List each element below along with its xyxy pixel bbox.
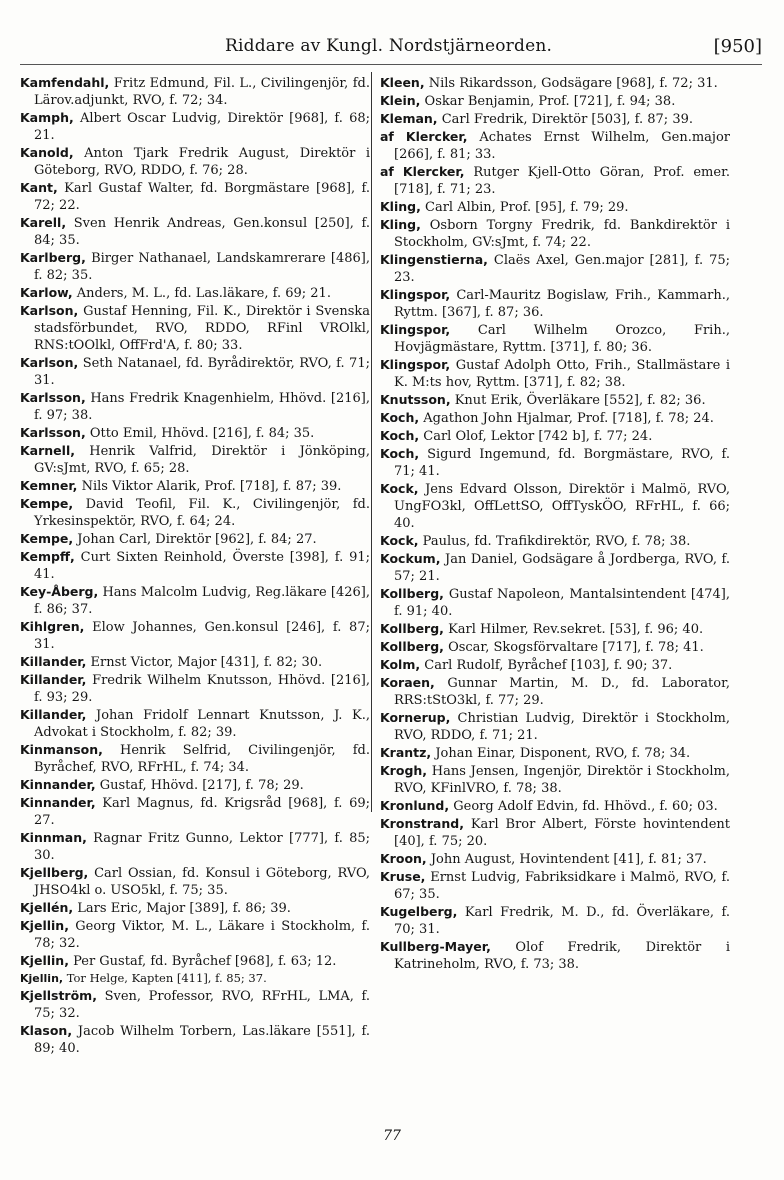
entry-details: Agathon John Hjalmar, Prof. [718], f. 78; 24. bbox=[423, 411, 714, 426]
left-column bbox=[20, 74, 370, 1057]
register-entry bbox=[380, 110, 730, 128]
register-entry bbox=[380, 903, 730, 938]
register-entry bbox=[20, 899, 370, 917]
register-entry bbox=[380, 585, 730, 620]
entry-details: Seth Natanael, fd. Byrådirektör, RVO, f. 71; 31. bbox=[34, 356, 370, 388]
column-divider bbox=[371, 72, 372, 812]
register-entry bbox=[20, 794, 370, 829]
register-entry bbox=[380, 638, 730, 656]
register-entry bbox=[380, 850, 730, 868]
register-entry bbox=[20, 829, 370, 864]
entry-details: Karl Gustaf Walter, fd. Borgmästare [968], f. 72; 22. bbox=[34, 181, 370, 213]
entry-details: Sven Henrik Andreas, Gen.konsul [250], f. 84; 35. bbox=[34, 216, 371, 248]
entry-surname: Koraen, bbox=[380, 675, 435, 690]
entry-details: Carl-Mauritz Bogislaw, Frih., Kammarh., Ryttm. [367], f. 87; 36. bbox=[394, 288, 730, 320]
entry-surname: Key-Åberg, bbox=[20, 584, 99, 599]
entry-details: Carl Fredrik, Direktör [503], f. 87; 39. bbox=[441, 112, 693, 127]
entry-surname: Kroon, bbox=[380, 851, 427, 866]
register-entry bbox=[380, 620, 730, 638]
entry-details: Johan Fridolf Lennart Knutsson, J. K., Advokat i Stockholm, f. 82; 39. bbox=[34, 708, 370, 740]
register-entry bbox=[20, 179, 370, 214]
entry-details: Hans Jensen, Ingenjör, Direktör i Stockholm, RVO, KFinlVRO, f. 78; 38. bbox=[394, 764, 730, 796]
entry-details: Johan Einar, Disponent, RVO, f. 78; 34. bbox=[435, 746, 691, 761]
entry-surname: Klingspor, bbox=[380, 287, 451, 302]
entry-surname: af Klercker, bbox=[380, 164, 465, 179]
register-entry bbox=[20, 109, 370, 144]
entry-surname: Kullberg-Mayer, bbox=[380, 939, 491, 954]
register-entry bbox=[380, 427, 730, 445]
register-entry bbox=[380, 198, 730, 216]
entry-surname: Kamfendahl, bbox=[20, 75, 110, 90]
entry-details: Fredrik Wilhelm Knutsson, Hhövd. [216], f. 93; 29. bbox=[34, 673, 370, 705]
entry-surname: Kjellén, bbox=[20, 900, 74, 915]
header-rule bbox=[20, 64, 762, 65]
entry-surname: Kruse, bbox=[380, 869, 426, 884]
register-entry bbox=[20, 618, 370, 653]
entry-details: Paulus, fd. Trafikdirektör, RVO, f. 78; 38. bbox=[422, 534, 691, 549]
entry-details: Fritz Edmund, Fil. L., Civilingenjör, fd. Lärov.adjunkt, RVO, f. 72; 34. bbox=[34, 76, 370, 108]
page-reference: [950] bbox=[713, 36, 762, 57]
entry-details: Ernst Ludvig, Fabriksidkare i Malmö, RVO, f. 67; 35. bbox=[394, 870, 730, 902]
entry-details: Olof Fredrik, Direktör i Katrineholm, RVO, f. 73; 38. bbox=[394, 940, 730, 972]
register-entry bbox=[380, 550, 730, 585]
entry-details: Gustaf Napoleon, Mantalsintendent [474], f. 91; 40. bbox=[394, 587, 731, 619]
entry-details: Ernst Victor, Major [431], f. 82; 30. bbox=[90, 655, 323, 670]
entry-surname: Knutsson, bbox=[380, 392, 451, 407]
entry-surname: Killander, bbox=[20, 707, 87, 722]
entry-details: Knut Erik, Överläkare [552], f. 82; 36. bbox=[454, 393, 706, 408]
entry-details: Hans Malcolm Ludvig, Reg.läkare [426], f. 86; 37. bbox=[34, 585, 370, 617]
entry-surname: Kling, bbox=[380, 217, 421, 232]
register-entry bbox=[20, 144, 370, 179]
entry-surname: af Klercker, bbox=[380, 129, 468, 144]
entry-surname: Kugelberg, bbox=[380, 904, 458, 919]
register-entry bbox=[20, 653, 370, 671]
register-entry bbox=[380, 163, 730, 198]
entry-details: Sigurd Ingemund, fd. Borgmästare, RVO, f. 71; 41. bbox=[394, 447, 730, 479]
register-entry bbox=[380, 286, 730, 321]
register-entry bbox=[20, 249, 370, 284]
register-entry bbox=[20, 354, 370, 389]
register-entry bbox=[20, 214, 370, 249]
entry-details: Jan Daniel, Godsägare å Jordberga, RVO, f. 57; 21. bbox=[394, 552, 730, 584]
register-entry bbox=[380, 938, 730, 973]
entry-details: Claës Axel, Gen.major [281], f. 75; 23. bbox=[394, 253, 730, 285]
register-entry bbox=[20, 1022, 370, 1057]
entry-surname: Kronstrand, bbox=[380, 816, 464, 831]
entry-surname: Kant, bbox=[20, 180, 58, 195]
entry-details: Lars Eric, Major [389], f. 86; 39. bbox=[77, 901, 291, 916]
entry-surname: Kornerup, bbox=[380, 710, 451, 725]
entry-details: Carl Rudolf, Byråchef [103], f. 90; 37. bbox=[424, 658, 673, 673]
register-entry bbox=[380, 762, 730, 797]
register-entry bbox=[20, 442, 370, 477]
register-entry bbox=[20, 302, 370, 354]
register-entry bbox=[380, 709, 730, 744]
entry-surname: Killander, bbox=[20, 654, 87, 669]
entry-surname: Kling, bbox=[380, 199, 421, 214]
page-number: 77 bbox=[383, 1128, 401, 1144]
entry-surname: Killander, bbox=[20, 672, 87, 687]
register-entry bbox=[380, 744, 730, 762]
entry-details: Hans Fredrik Knagenhielm, Hhövd. [216], f. 97; 38. bbox=[34, 391, 370, 423]
entry-surname: Klason, bbox=[20, 1023, 73, 1038]
register-entry bbox=[380, 532, 730, 550]
entry-surname: Kinmanson, bbox=[20, 742, 103, 757]
register-entry bbox=[20, 987, 370, 1022]
entry-surname: Kronlund, bbox=[380, 798, 450, 813]
register-entry bbox=[20, 424, 370, 442]
register-entry bbox=[20, 389, 370, 424]
entry-surname: Kanold, bbox=[20, 145, 74, 160]
entry-details: Oskar Benjamin, Prof. [721], f. 94; 38. bbox=[424, 94, 676, 109]
right-column bbox=[380, 74, 730, 973]
entry-details: Rutger Kjell-Otto Göran, Prof. emer. [718], f. 71; 23. bbox=[394, 165, 730, 197]
register-entry bbox=[20, 741, 370, 776]
register-entry bbox=[380, 92, 730, 110]
entry-surname: Karlsson, bbox=[20, 390, 86, 405]
entry-surname: Klein, bbox=[380, 93, 421, 108]
entry-details: Jens Edvard Olsson, Direktör i Malmö, RVO, UngFO3kl, OffLettSO, OffTyskÖO, RFrHL, f. 66; 40. bbox=[394, 482, 730, 531]
register-entry bbox=[380, 321, 730, 356]
register-entry bbox=[20, 583, 370, 618]
running-title: Riddare av Kungl. Nordstjärneorden. bbox=[225, 36, 553, 56]
register-entry bbox=[20, 864, 370, 899]
entry-details: Sven, Professor, RVO, RFrHL, LMA, f. 75; 32. bbox=[34, 989, 370, 1021]
entry-details: Jacob Wilhelm Torbern, Las.läkare [551], f. 89; 40. bbox=[34, 1024, 370, 1056]
entry-surname: Kleen, bbox=[380, 75, 425, 90]
entry-details: Karl Fredrik, M. D., fd. Överläkare, f. 70; 31. bbox=[394, 905, 730, 937]
register-entry bbox=[20, 970, 370, 987]
entry-surname: Kjellberg, bbox=[20, 865, 89, 880]
entry-details: Anton Tjark Fredrik August, Direktör i Göteborg, RVO, RDDO, f. 76; 28. bbox=[34, 146, 370, 178]
entry-details: Karl Magnus, fd. Krigsråd [968], f. 69; 27. bbox=[34, 796, 371, 828]
entry-surname: Kollberg, bbox=[380, 621, 444, 636]
entry-details: Tor Helge, Kapten [411], f. 85; 37. bbox=[66, 971, 267, 985]
entry-details: Henrik Valfrid, Direktör i Jönköping, GV:sJmt, RVO, f. 65; 28. bbox=[34, 444, 370, 476]
entry-details: Gunnar Martin, M. D., fd. Laborator, RRS:tStO3kl, f. 77; 29. bbox=[394, 676, 730, 708]
entry-surname: Kollberg, bbox=[380, 586, 444, 601]
entry-surname: Karell, bbox=[20, 215, 67, 230]
register-entry bbox=[20, 671, 370, 706]
entry-details: David Teofil, Fil. K., Civilingenjör, fd. Yrkesinspektör, RVO, f. 64; 24. bbox=[34, 497, 370, 529]
entry-surname: Klingspor, bbox=[380, 322, 451, 337]
entry-surname: Kinnander, bbox=[20, 795, 96, 810]
entry-details: Gustaf Adolph Otto, Frih., Stallmästare i K. M:ts hov, Ryttm. [371], f. 82; 38. bbox=[394, 358, 730, 390]
register-entry bbox=[380, 128, 730, 163]
entry-details: Georg Adolf Edvin, fd. Hhövd., f. 60; 03. bbox=[453, 799, 718, 814]
page-header bbox=[20, 30, 762, 60]
entry-surname: Karlow, bbox=[20, 285, 73, 300]
register-entry bbox=[380, 356, 730, 391]
register-entry bbox=[380, 674, 730, 709]
entry-details: Carl Albin, Prof. [95], f. 79; 29. bbox=[425, 200, 629, 215]
entry-surname: Kolm, bbox=[380, 657, 421, 672]
entry-details: Henrik Selfrid, Civilingenjör, fd. Byråchef, RVO, RFrHL, f. 74; 34. bbox=[34, 743, 370, 775]
entry-surname: Kjellin, bbox=[20, 972, 64, 985]
entry-details: Birger Nathanael, Landskamrerare [486], f. 82; 35. bbox=[34, 251, 370, 283]
entry-details: Elow Johannes, Gen.konsul [246], f. 87; 31. bbox=[34, 620, 370, 652]
register-entry bbox=[20, 495, 370, 530]
entry-surname: Kleman, bbox=[380, 111, 438, 126]
entry-surname: Kockum, bbox=[380, 551, 441, 566]
entry-details: Gustaf, Hhövd. [217], f. 78; 29. bbox=[99, 778, 304, 793]
entry-details: Nils Rikardsson, Godsägare [968], f. 72; 31. bbox=[428, 76, 718, 91]
register-entry bbox=[20, 776, 370, 794]
entry-surname: Karlsson, bbox=[20, 425, 86, 440]
entry-details: Karl Hilmer, Rev.sekret. [53], f. 96; 40. bbox=[448, 622, 704, 637]
entry-details: Oscar, Skogsförvaltare [717], f. 78; 41. bbox=[448, 640, 704, 655]
entry-surname: Kjellström, bbox=[20, 988, 97, 1003]
register-entry bbox=[20, 952, 370, 970]
register-entry bbox=[380, 815, 730, 850]
entry-surname: Kemner, bbox=[20, 478, 78, 493]
entry-surname: Kinnman, bbox=[20, 830, 87, 845]
entry-details: Otto Emil, Hhövd. [216], f. 84; 35. bbox=[89, 426, 315, 441]
entry-surname: Koch, bbox=[380, 446, 420, 461]
register-entry bbox=[20, 530, 370, 548]
entry-surname: Kjellin, bbox=[20, 918, 69, 933]
register-entry bbox=[380, 797, 730, 815]
register-entry bbox=[380, 216, 730, 251]
register-entry bbox=[20, 74, 370, 109]
entry-surname: Kihlgren, bbox=[20, 619, 85, 634]
register-entry bbox=[380, 656, 730, 674]
register-entry bbox=[380, 74, 730, 92]
register-entry bbox=[20, 917, 370, 952]
entry-details: Carl Ossian, fd. Konsul i Göteborg, RVO, JHSO4kl o. USO5kl, f. 75; 35. bbox=[34, 866, 370, 898]
entry-details: Johan Carl, Direktör [962], f. 84; 27. bbox=[77, 532, 317, 547]
entry-details: Nils Viktor Alarik, Prof. [718], f. 87; 39. bbox=[81, 479, 342, 494]
entry-surname: Kollberg, bbox=[380, 639, 444, 654]
entry-surname: Kempe, bbox=[20, 531, 74, 546]
entry-surname: Kamph, bbox=[20, 110, 74, 125]
entry-details: Curt Sixten Reinhold, Överste [398], f. 91; 41. bbox=[34, 550, 370, 582]
entry-surname: Karlson, bbox=[20, 303, 79, 318]
register-entry bbox=[20, 706, 370, 741]
entry-details: Osborn Torgny Fredrik, fd. Bankdirektör i Stockholm, GV:sJmt, f. 74; 22. bbox=[394, 218, 730, 250]
entry-surname: Karnell, bbox=[20, 443, 75, 458]
entry-details: Georg Viktor, M. L., Läkare i Stockholm, f. 78; 32. bbox=[34, 919, 370, 951]
register-entry bbox=[380, 868, 730, 903]
register-entry bbox=[380, 251, 730, 286]
entry-details: Karl Bror Albert, Förste hovintendent [40], f. 75; 20. bbox=[394, 817, 730, 849]
entry-details: Albert Oscar Ludvig, Direktör [968], f. 68; 21. bbox=[34, 111, 370, 143]
entry-surname: Karlson, bbox=[20, 355, 79, 370]
register-entry bbox=[380, 445, 730, 480]
entry-details: Christian Ludvig, Direktör i Stockholm, RVO, RDDO, f. 71; 21. bbox=[394, 711, 730, 743]
entry-details: Carl Wilhelm Orozco, Frih., Hovjägmästare, Ryttm. [371], f. 80; 36. bbox=[394, 323, 730, 355]
entry-details: Carl Olof, Lektor [742 b], f. 77; 24. bbox=[423, 429, 653, 444]
register-entry bbox=[380, 409, 730, 427]
register-entry bbox=[380, 391, 730, 409]
register-entry bbox=[20, 548, 370, 583]
entry-details: John August, Hovintendent [41], f. 81; 37. bbox=[430, 852, 707, 867]
entry-surname: Krogh, bbox=[380, 763, 428, 778]
register-entry bbox=[20, 284, 370, 302]
entry-surname: Karlberg, bbox=[20, 250, 86, 265]
entry-surname: Kempe, bbox=[20, 496, 74, 511]
entry-details: Achates Ernst Wilhelm, Gen.major [266], f. 81; 33. bbox=[394, 130, 730, 162]
entry-details: Gustaf Henning, Fil. K., Direktör i Svenska stadsförbundet, RVO, RDDO, RFinl VROlkl, RNS:tOOlkl, OffFrd'A, f. 80; 33. bbox=[34, 304, 370, 353]
entry-surname: Koch, bbox=[380, 410, 420, 425]
entry-details: Ragnar Fritz Gunno, Lektor [777], f. 85; 30. bbox=[34, 831, 370, 863]
entry-surname: Klingspor, bbox=[380, 357, 451, 372]
register-entry bbox=[380, 480, 730, 532]
entry-surname: Kempff, bbox=[20, 549, 75, 564]
entry-surname: Krantz, bbox=[380, 745, 432, 760]
entry-surname: Kock, bbox=[380, 481, 419, 496]
entry-details: Anders, M. L., fd. Las.läkare, f. 69; 21. bbox=[76, 286, 331, 301]
entry-surname: Kock, bbox=[380, 533, 419, 548]
entry-surname: Kinnander, bbox=[20, 777, 96, 792]
entry-details: Per Gustaf, fd. Byråchef [968], f. 63; 12. bbox=[73, 954, 337, 969]
entry-surname: Kjellin, bbox=[20, 953, 69, 968]
entry-surname: Klingenstierna, bbox=[380, 252, 488, 267]
register-entry bbox=[20, 477, 370, 495]
entry-surname: Koch, bbox=[380, 428, 420, 443]
